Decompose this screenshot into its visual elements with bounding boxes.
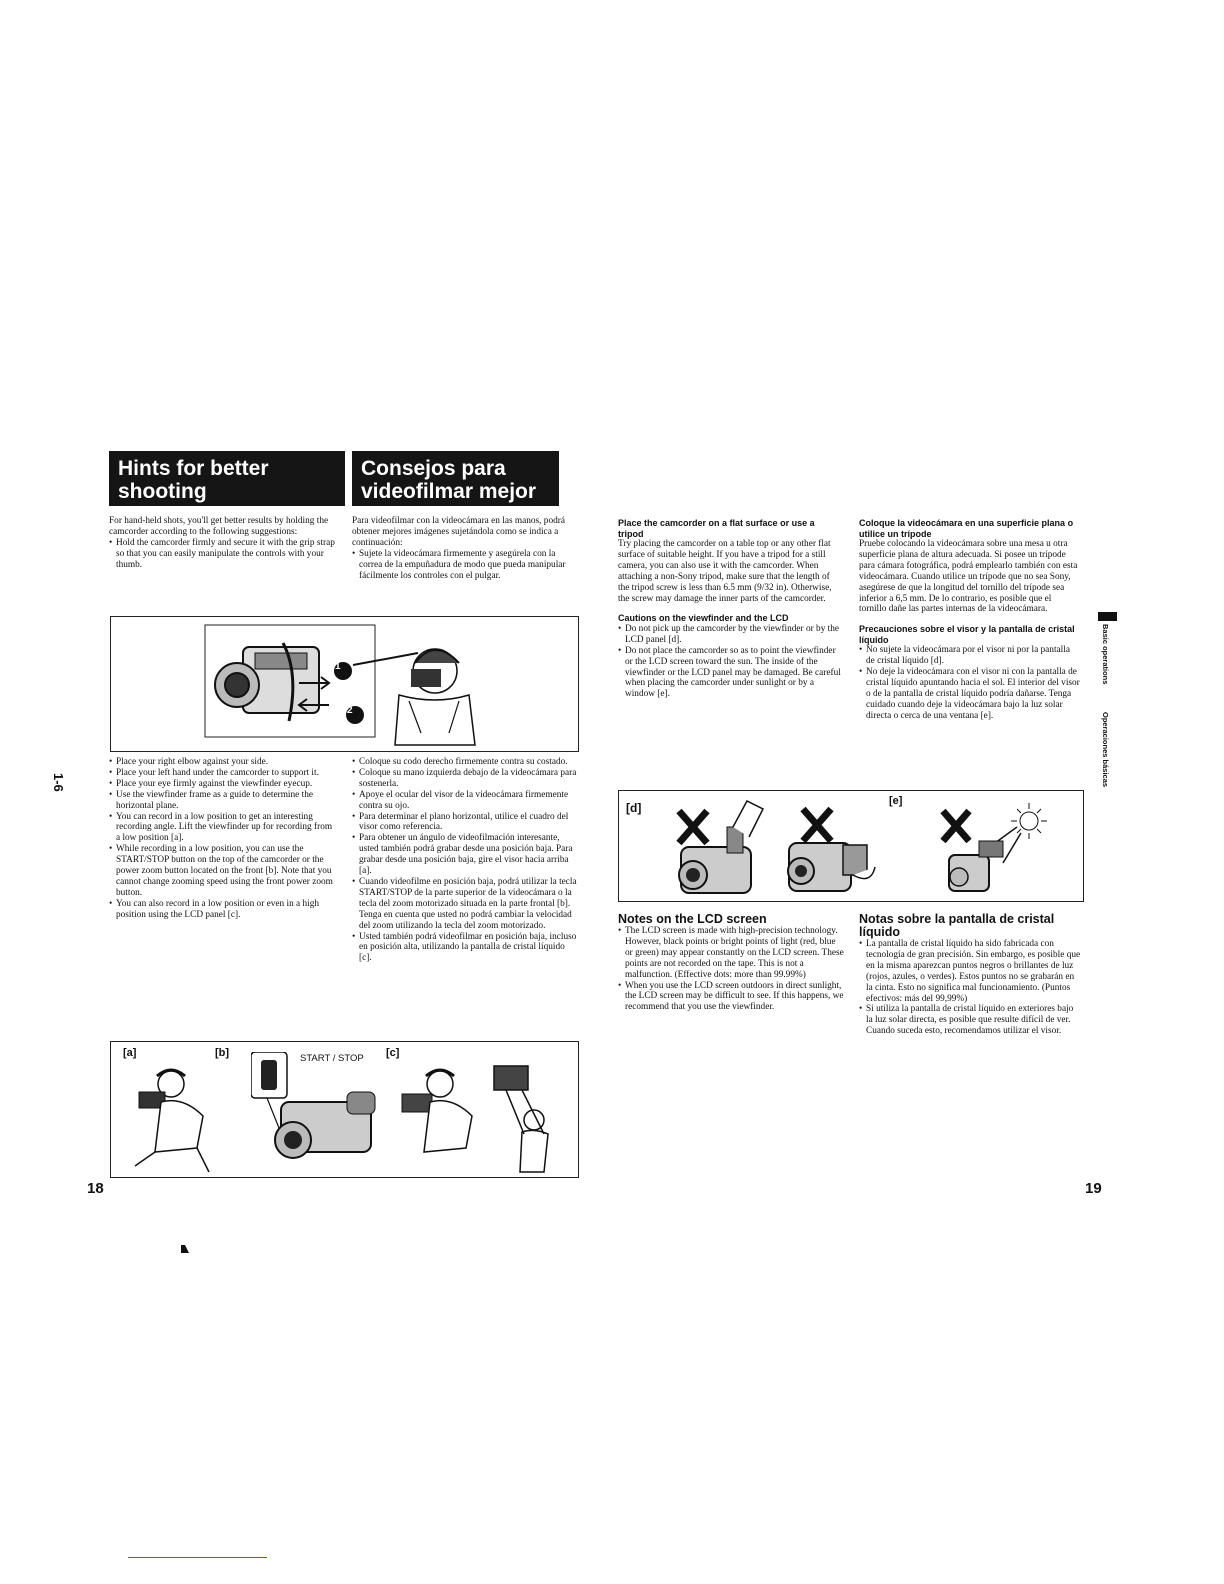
bullet-es-4: • Para determinar el plano horizontal, utilice el cuadro del visor como referencia.: [352, 812, 577, 834]
intro-en-bullet: • Hold the camcorder firmly and secure it with the grip strap so that you can easily manipulate the controls with your thumb.: [109, 538, 337, 571]
intro-es-bullet: • Sujete la videocámara firmemente y asegúrela con la correa de la empuñadura de modo que pueda manipular fácilmente los controles con el pulgar.: [352, 549, 577, 582]
figure-e-sun-illustration: [937, 797, 1057, 897]
side-tab-spanish: Operaciones básicas: [1101, 712, 1110, 788]
bullet-es-6: • Cuando videofilme en posición baja, podrá utilizar la tecla START/STOP de la parte superior de la videocámara o la tecla del zoom motorizado situada en la parte frontal [b]. Tenga en cuenta que usted no podrá cambiar la velocidad del zoom utilizando la tecla del zoom motorizado.: [352, 877, 577, 932]
intro-es-text: Para videofilmar con la videocámara en las manos, podrá obtener mejores imágenes sujetándola como se indica a continuación:: [352, 516, 565, 548]
cautions-title-es: Precauciones sobre el visor y la pantalla de cristal líquido: [859, 624, 1075, 645]
bullet-es-3: • Apoye el ocular del visor de la videocámara firmemente contra su ojo.: [352, 790, 577, 812]
lcd-notes-english: [618, 913, 844, 1013]
figure-e-label: [e]: [889, 795, 903, 807]
side-tab-english: Basic operations: [1101, 624, 1110, 685]
figure-a-low-position-illustration: [125, 1062, 215, 1174]
bullets-spanish: [352, 757, 577, 964]
camcorder-grip-illustration: [203, 623, 483, 747]
side-number-left: 1-6: [51, 773, 66, 792]
title-bar-spanish: [352, 451, 559, 506]
lcd-notes-spanish: [859, 913, 1081, 1037]
bullet-en-7: • You can also record in a low position or even in a high position using the LCD panel [c].: [109, 899, 337, 921]
figure-b-camcorder-top-illustration: [251, 1052, 386, 1174]
tripod-title-es: Coloque la videocámara en una superficie plana o utilice un trípode: [859, 518, 1074, 539]
bullet-es-5: • Para obtener un ángulo de videofilmación interesante, usted también podrá grabar desde una posición baja. Para grabar desde una posición baja, gire el visor hacia arriba [a].: [352, 833, 577, 877]
figure-abc-frame: [110, 1041, 579, 1178]
bullet-en-5: • You can record in a low position to get an interesting recording angle. Lift the viewfinder up for recording from a low position [a].: [109, 812, 337, 845]
bullet-es-1: • Coloque su codo derecho firmemente contra su costado.: [352, 757, 577, 768]
title-bar-english: [109, 451, 345, 506]
bullet-en-1: • Place your right elbow against your side.: [109, 757, 337, 768]
side-tab-marker: [1098, 612, 1117, 621]
title-es-line2: videofilmar mejor: [361, 480, 537, 503]
callout-1-label: 1: [335, 661, 341, 672]
figure-d-illustration: [671, 797, 881, 897]
prohibited-mark-3: [943, 811, 969, 841]
lcd-title-es: Notas sobre la pantalla de cristal líquido: [859, 912, 1055, 939]
title-en-line1: Hints for better: [118, 457, 269, 480]
tripod-text-es: Pruebe colocando la videocámara sobre una mesa u otra superficie plana de altura adecuada. Si posee un trípode para cámara fotográfica, podrá emplearlo también con esta videocámara. Cuando utilice un trípode que no sea Sony, asegúrese de que la longitud del tornillo del trípode sea inferior a 6,5 mm. De lo contrario, es posible que el tornillo dañe las partes internas de la videocámara.: [859, 539, 1078, 615]
page-number-left: 18: [87, 1180, 104, 1197]
figure-de-frame: [618, 790, 1084, 902]
figure-b-label: [b]: [215, 1047, 230, 1059]
callout-2-label: 2: [347, 705, 353, 716]
figure-c-label: [c]: [386, 1047, 400, 1059]
title-en-line2: shooting: [118, 480, 207, 503]
caution-es-1: • No sujete la videocámara por el visor ni por la pantalla de cristal líquido [d].: [859, 645, 1081, 667]
scan-mark-arrow: [181, 1245, 189, 1253]
sun-icon: [1020, 812, 1038, 830]
lcd-note-es-1: • La pantalla de cristal líquido ha sido fabricada con tecnología de gran precisión. Sin embargo, es posible que en la misma aparezcan puntos negros o brillantes de luz (rojos, azules, o verdes). Estos puntos no se grabarán en la cinta. Esto no significa mal funcionamiento. (Puntos efectivos: más del 99,99%): [859, 939, 1081, 1004]
tripod-section-english: [618, 518, 842, 700]
bullet-es-7: • Usted también podrá videofilmar en posición baja, incluso en posición alta, utilizando la pantalla de cristal líquido [c].: [352, 932, 577, 965]
intro-english: [109, 516, 337, 571]
caution-en-2: • Do not place the camcorder so as to point the viewfinder or the LCD screen toward the sun. The inside of the viewfinder or the LCD panel may be damaged. Be careful when placing the camcorder under sunlight or by a window [e].: [618, 646, 842, 701]
lcd-note-en-2: • When you use the LCD screen outdoors in direct sunlight, the LCD screen may be difficult to see. If this happens, we recommend that you use the viewfinder.: [618, 981, 844, 1014]
intro-spanish: [352, 516, 577, 581]
cautions-title-en: Cautions on the viewfinder and the LCD: [618, 613, 789, 624]
figure-d-label: [d]: [626, 801, 642, 815]
bullet-en-2: • Place your left hand under the camcorder to support it.: [109, 768, 337, 779]
tripod-title-en: Place the camcorder on a flat surface or use a tripod: [618, 518, 815, 539]
bullet-en-4: • Use the viewfinder frame as a guide to determine the horizontal plane.: [109, 790, 337, 812]
lcd-title-en: Notes on the LCD screen: [618, 912, 767, 926]
prohibited-mark-2: [803, 809, 831, 841]
lcd-note-es-2: • Si utiliza la pantalla de cristal líquido en exteriores bajo la luz solar directa, es posible que resulte difícil de ver. Cuando suceda esto, recomendamos utilizar el visor.: [859, 1004, 1081, 1037]
page-number-right: 19: [1085, 1180, 1102, 1197]
caution-es-2: • No deje la videocámara con el visor ni con la pantalla de cristal líquido apuntando hacia el sol. El interior del visor o de la pantalla de cristal líquido podría dañarse. Tenga cuidado cuando deje la videocámara bajo la luz solar directa o cerca de una ventana [e].: [859, 667, 1081, 722]
caution-en-1: • Do not pick up the camcorder by the viewfinder or by the LCD panel [d].: [618, 624, 842, 646]
bullet-en-6: • While recording in a low position, you can use the START/STOP button on the top of the camcorder or the power zoom button located on the front [b]. Note that you cannot change zooming speed using the front power zoom button.: [109, 844, 337, 899]
prohibited-mark-1: [679, 811, 707, 843]
figure-handheld-frame: [110, 616, 579, 752]
scan-mark-line: [128, 1557, 267, 1558]
lcd-note-en-1: • The LCD screen is made with high-precision technology. However, black points or bright points of light (red, blue or green) may appear constantly on the LCD screen. These points are not recorded on the tape. This is not a malfunction. (Effective dots: more than 99.99%): [618, 926, 844, 981]
start-stop-label: START / STOP: [300, 1053, 364, 1064]
figure-c-lcd-illustration: [394, 1060, 574, 1174]
tripod-section-spanish: [859, 518, 1081, 722]
intro-en-text: For hand-held shots, you'll get better results by holding the camcorder according to the following suggestions:: [109, 516, 329, 537]
bullets-english: [109, 757, 337, 921]
bullet-en-3: • Place your eye firmly against the viewfinder eyecup.: [109, 779, 337, 790]
figure-a-label: [a]: [123, 1047, 137, 1059]
tripod-text-en: Try placing the camcorder on a table top or any other flat surface of suitable height. If you have a tripod for a still camera, you can also use it with the camcorder. When attaching a non-Sony tripod, make sure that the length of the tripod screw is less than 6.5 mm (9/32 in). Otherwise, the screw may damage the inner parts of the camcorder.: [618, 539, 832, 604]
bullet-es-2: • Coloque su mano izquierda debajo de la videocámara para sostenerla.: [352, 768, 577, 790]
title-es-line1: Consejos para: [361, 457, 506, 480]
